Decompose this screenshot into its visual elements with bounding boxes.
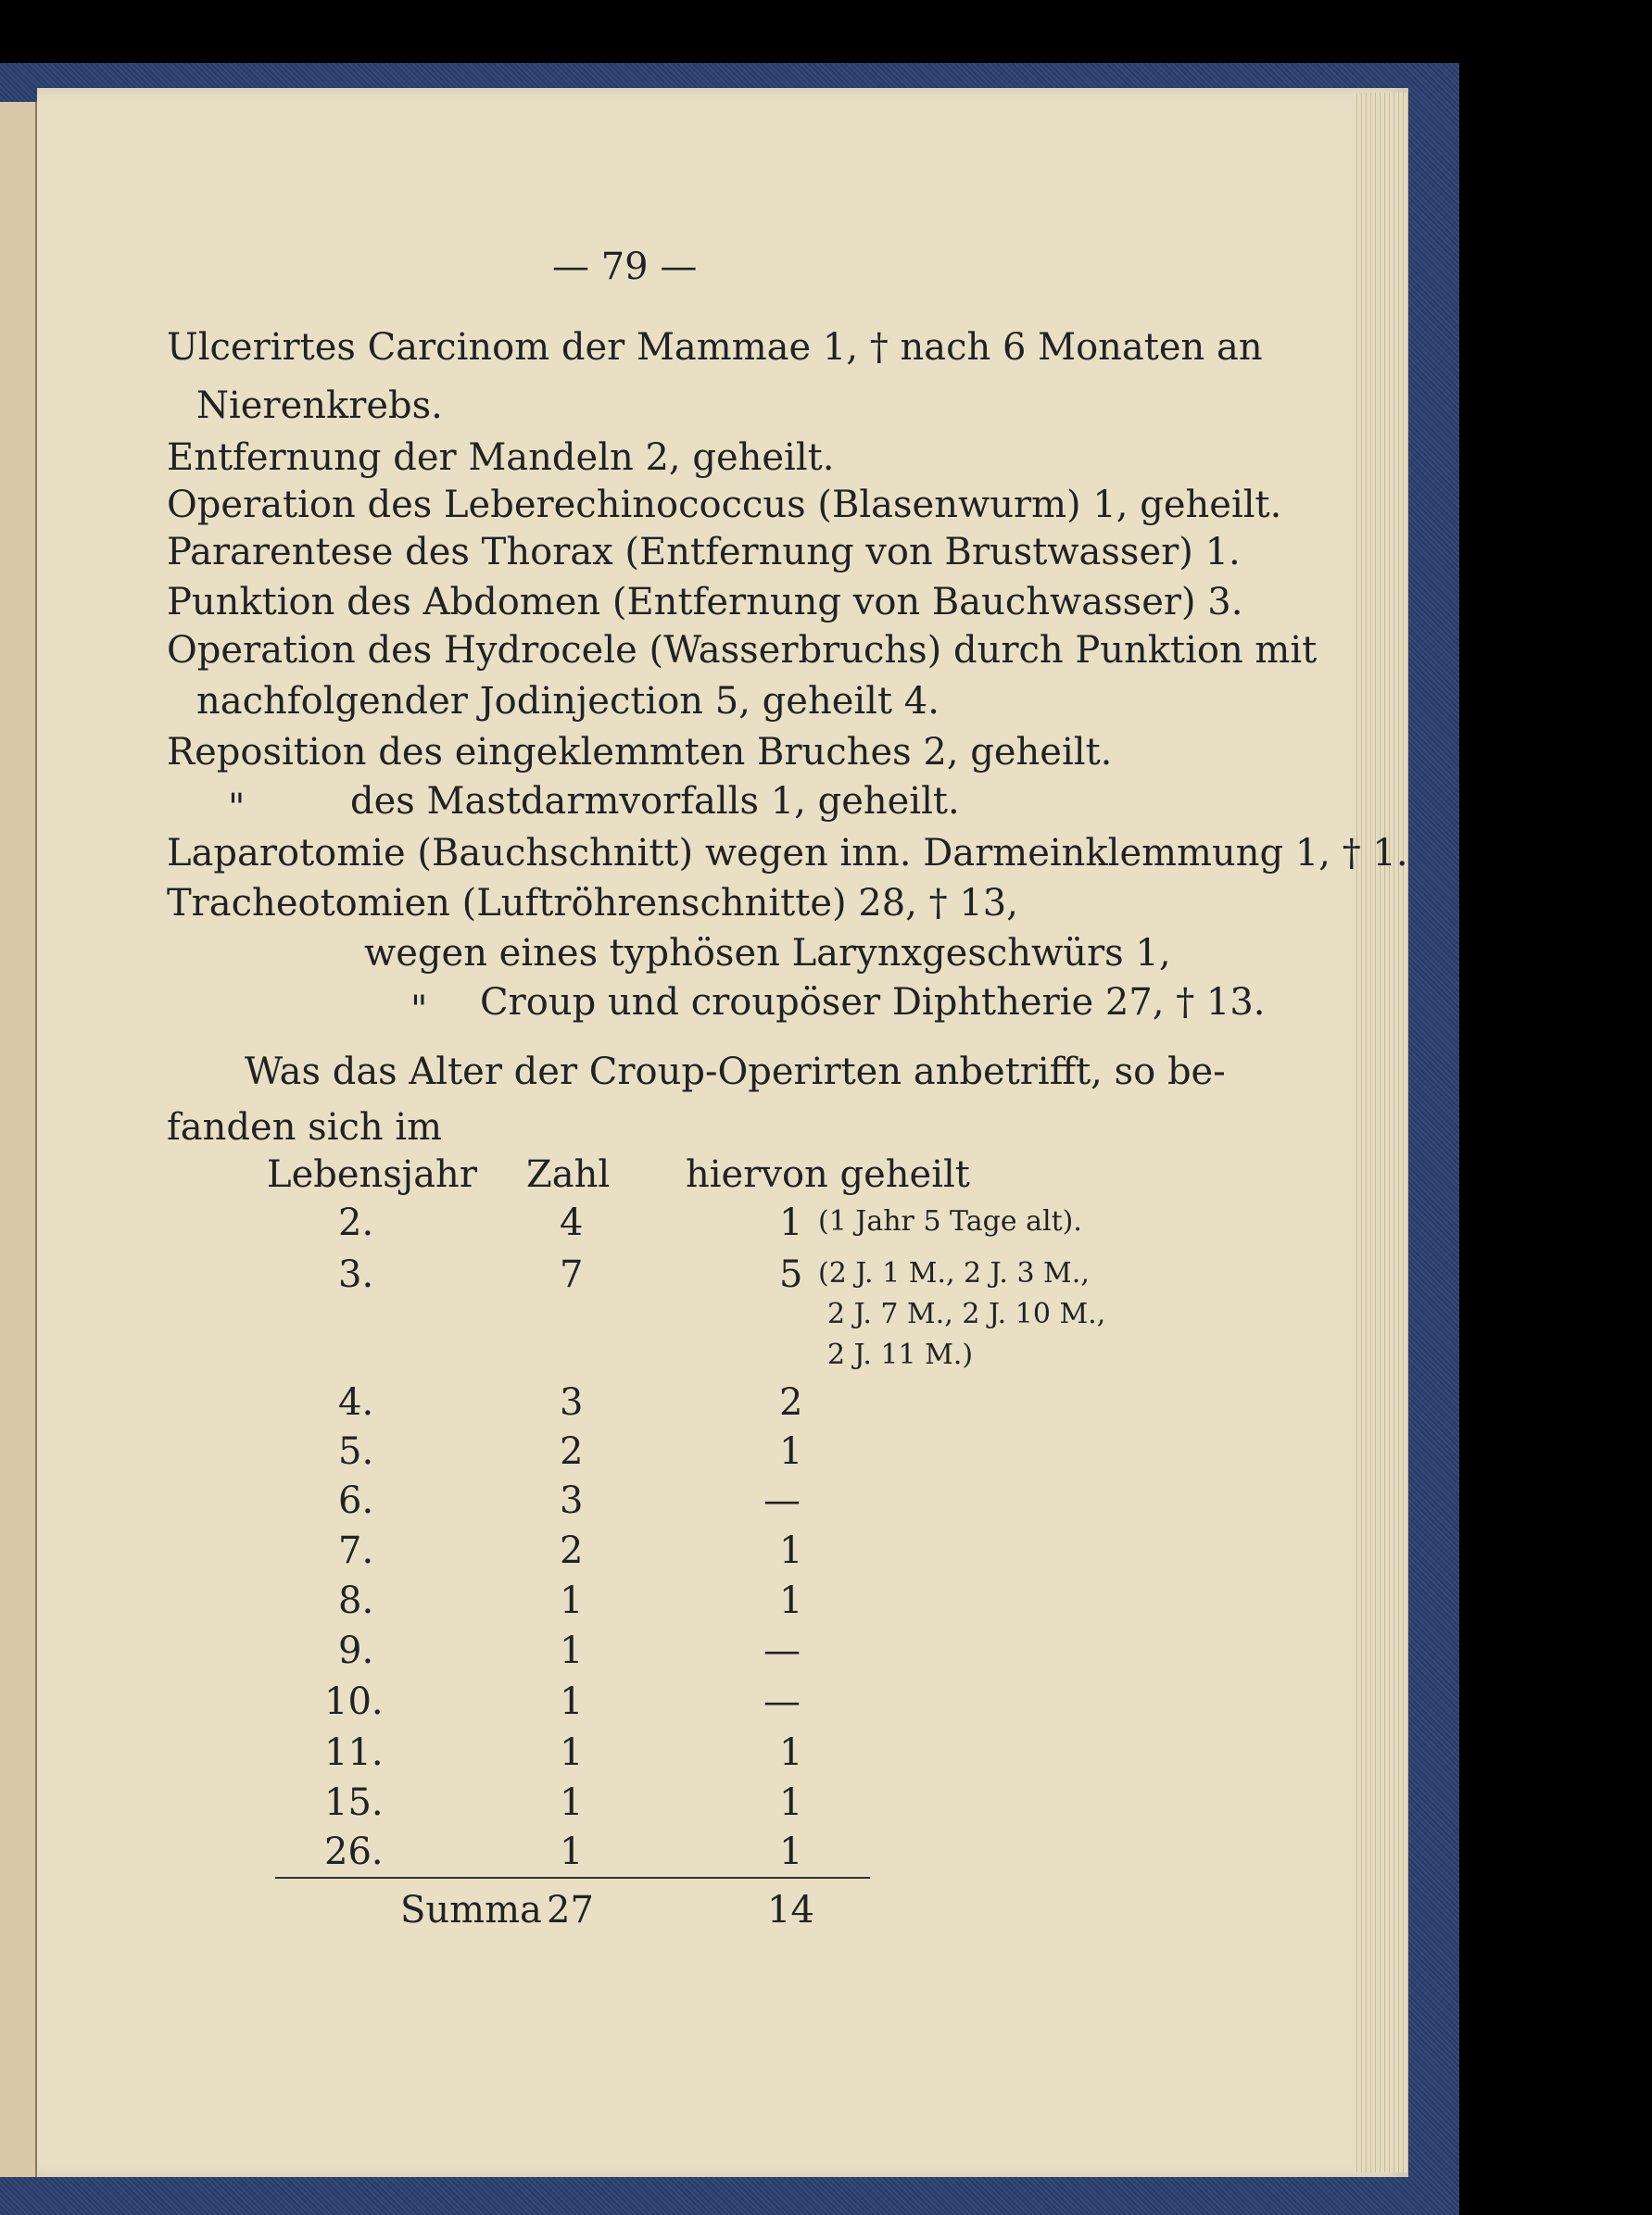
age-cell: 26. (324, 1831, 384, 1873)
text-line: Reposition des eingeklemmten Bruches 2, geheilt. (167, 731, 1113, 774)
text-line: Pararentese des Thorax (Entfernung von Brustwasser) 1. (167, 531, 1241, 573)
page-edges (1353, 93, 1408, 2172)
text-line: Laparotomie (Bauchschnitt) wegen inn. Darmeinklemmung 1, † 1. (167, 832, 1408, 875)
healed-cell: 2 (779, 1381, 803, 1424)
text-line: nachfolgender Jodinjection 5, geheilt 4. (196, 680, 939, 723)
total-count: 27 (547, 1889, 594, 1932)
age-cell: 4. (338, 1381, 374, 1424)
text-line: fanden sich im (167, 1106, 443, 1149)
age-cell: 5. (338, 1430, 374, 1473)
count-cell: 4 (560, 1202, 584, 1244)
healed-cell: — (763, 1680, 801, 1723)
table-header-count: Zahl (526, 1153, 611, 1196)
healed-cell: 1 (779, 1781, 803, 1824)
age-cell: 15. (324, 1781, 384, 1824)
text-line: Entfernung der Mandeln 2, geheilt. (167, 436, 835, 479)
text-line: Tracheotomien (Luftröhrenschnitte) 28, † 13, (167, 882, 1018, 925)
page-number: — 79 — (552, 245, 698, 288)
age-cell: 2. (338, 1202, 374, 1244)
text-line: Punktion des Abdomen (Entfernung von Bauchwasser) 3. (167, 581, 1243, 623)
count-cell: 1 (560, 1630, 584, 1672)
left-page-edge (0, 102, 37, 2177)
note-cell: (1 Jahr 5 Tage alt). (818, 1205, 1082, 1238)
age-cell: 11. (324, 1731, 384, 1774)
age-cell: 6. (338, 1479, 374, 1522)
healed-cell: 1 (779, 1529, 803, 1572)
note-cell: (2 J. 1 M., 2 J. 3 M., (818, 1257, 1090, 1290)
ditto-mark: " (410, 988, 428, 1031)
count-cell: 1 (560, 1579, 584, 1622)
text-line: Was das Alter der Croup-Operirten anbetrifft, so be- (245, 1051, 1226, 1093)
age-cell: 3. (338, 1253, 374, 1296)
count-cell: 3 (560, 1479, 584, 1522)
ditto-mark: " (228, 787, 246, 829)
healed-cell: 1 (779, 1731, 803, 1774)
healed-cell: 1 (779, 1202, 803, 1244)
note-cell: 2 J. 7 M., 2 J. 10 M., (827, 1298, 1106, 1330)
age-cell: 9. (338, 1630, 374, 1672)
healed-cell: 1 (779, 1579, 803, 1622)
count-cell: 1 (560, 1831, 584, 1873)
total-label: Summa (400, 1889, 542, 1932)
text-line: Croup und croupöser Diphtherie 27, † 13. (480, 981, 1266, 1024)
text-line: Ulcerirtes Carcinom der Mammae 1, † nach 6 Monaten an (167, 326, 1263, 369)
healed-cell: 5 (779, 1253, 803, 1296)
text-line: des Mastdarmvorfalls 1, geheilt. (350, 780, 960, 823)
healed-cell: 1 (779, 1831, 803, 1873)
count-cell: 1 (560, 1731, 584, 1774)
age-cell: 7. (338, 1529, 374, 1572)
count-cell: 7 (560, 1253, 584, 1296)
total-healed: 14 (767, 1889, 814, 1932)
note-cell: 2 J. 11 M.) (827, 1339, 974, 1371)
count-cell: 3 (560, 1381, 584, 1424)
age-cell: 10. (324, 1680, 384, 1723)
count-cell: 2 (560, 1430, 584, 1473)
age-cell: 8. (338, 1579, 374, 1622)
table-header-age: Lebensjahr (267, 1153, 477, 1196)
text-line: Operation des Hydrocele (Wasserbruchs) durch Punktion mit (167, 629, 1318, 672)
text-line: Nierenkrebs. (196, 384, 443, 427)
table-header-healed: hiervon geheilt (686, 1153, 970, 1196)
healed-cell: — (763, 1630, 801, 1672)
count-cell: 1 (560, 1680, 584, 1723)
count-cell: 2 (560, 1529, 584, 1572)
healed-cell: 1 (779, 1430, 803, 1473)
sum-rule (275, 1877, 870, 1879)
count-cell: 1 (560, 1781, 584, 1824)
text-line: Operation des Leberechinococcus (Blasenwurm) 1, geheilt. (167, 484, 1282, 526)
text-line: wegen eines typhösen Larynxgeschwürs 1, (364, 932, 1171, 975)
healed-cell: — (763, 1479, 801, 1522)
